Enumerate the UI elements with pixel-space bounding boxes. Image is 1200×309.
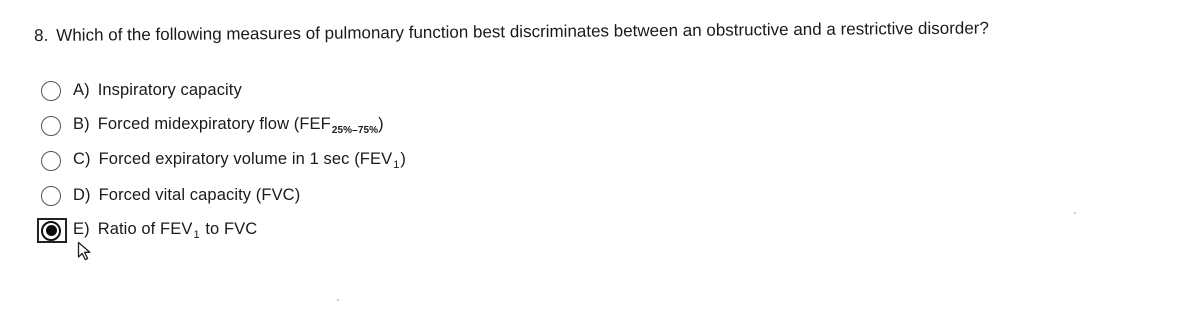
option-b-label	[73, 115, 384, 136]
radio-button-c[interactable]	[41, 151, 61, 171]
option-c-label	[73, 150, 406, 171]
option-a-text: Inspiratory capacity	[97, 81, 242, 99]
radio-button-e[interactable]	[41, 221, 61, 241]
option-c-text: Forced expiratory volume in 1 sec (FEV	[98, 150, 393, 168]
option-d[interactable]	[38, 178, 406, 213]
option-a-letter: A)	[73, 81, 90, 99]
option-b-text: Forced midexpiratory flow (FEF	[97, 115, 331, 133]
option-a[interactable]	[38, 73, 406, 108]
option-b-text-end: )	[378, 115, 384, 133]
screen-speck	[1074, 212, 1076, 214]
option-e-text-end: to FVC	[200, 220, 258, 238]
option-c-text-end: )	[400, 150, 407, 168]
option-b-subscript: 25%–75%	[331, 125, 379, 136]
radio-button-b[interactable]	[41, 116, 61, 136]
option-e-text: Ratio of FEV	[97, 220, 193, 238]
option-b[interactable]	[38, 108, 406, 143]
option-e-subscript: 1	[193, 229, 200, 241]
arrow-pointer-icon	[77, 241, 93, 261]
option-b-letter: B)	[73, 115, 90, 133]
option-d-text: Forced vital capacity (FVC)	[98, 186, 301, 204]
answer-options	[38, 73, 406, 248]
option-d-letter: D)	[73, 186, 91, 204]
option-a-label	[73, 81, 242, 100]
question-number: 8.	[34, 25, 49, 45]
question-text	[34, 17, 1184, 46]
option-e-label	[73, 220, 257, 241]
option-e-letter: E)	[73, 220, 90, 238]
radio-button-a[interactable]	[41, 81, 61, 101]
option-d-label	[73, 186, 300, 205]
option-c-subscript: 1	[393, 159, 400, 171]
option-c-letter: C)	[73, 150, 91, 168]
question-stem: Which of the following measures of pulmonary function best discriminates between an obstructive and a restrictive disorder?	[56, 18, 989, 45]
radio-button-d[interactable]	[41, 186, 61, 206]
option-c[interactable]	[38, 143, 406, 178]
screen-speck	[337, 299, 339, 301]
option-e[interactable]	[38, 213, 406, 248]
